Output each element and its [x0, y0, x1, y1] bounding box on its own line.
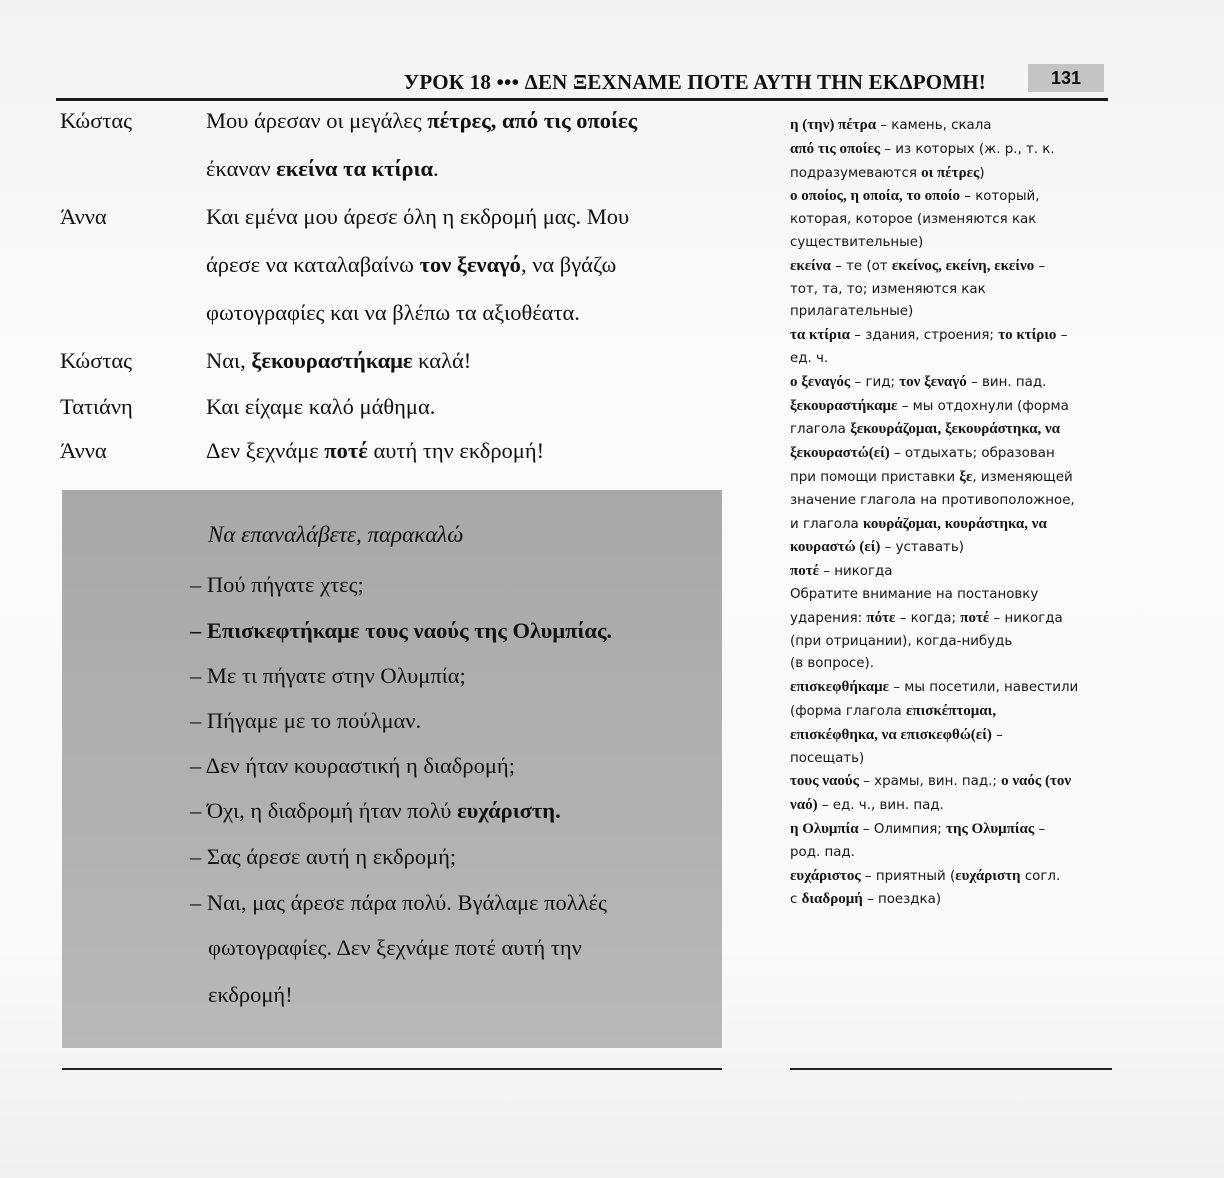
speech-text	[206, 204, 726, 230]
glossary-line	[790, 865, 1112, 889]
speech-fragment: αυτή την εκδρομή!	[367, 438, 545, 463]
glossary-definition: – мы отдохнули (форма	[897, 398, 1069, 414]
glossary-line	[790, 162, 1112, 186]
speaker-name: Άννα	[60, 204, 107, 229]
glossary-term: πότε	[866, 609, 896, 626]
glossary-definition: ед. ч.	[790, 350, 829, 366]
glossary-line	[790, 371, 1112, 395]
glossary-definition: – гид;	[850, 374, 900, 390]
glossary-definition: –	[991, 727, 1003, 743]
glossary-term: ποτέ	[960, 609, 990, 626]
glossary-definition: – уставать)	[880, 540, 964, 556]
glossary-definition: – поездка)	[862, 892, 942, 908]
page-number: 131	[1028, 64, 1104, 92]
glossary-line	[790, 888, 1112, 912]
speaker-name: Κώστας	[60, 348, 133, 373]
exercise-line: φωτογραφίες. Δεν ξεχνάμε ποτέ αυτή την	[208, 935, 582, 960]
glossary-line	[790, 536, 1112, 560]
glossary-line	[790, 748, 1112, 771]
glossary-definition: –	[1056, 328, 1068, 344]
vocab-highlight: ευχάριστη	[457, 798, 556, 823]
speech-fragment: έκαναν	[206, 156, 277, 181]
glossary-term: από τις οποίες	[790, 140, 881, 157]
glossary-definition: глагола	[790, 422, 851, 438]
glossary-line	[790, 584, 1112, 607]
glossary-definition: – Олимпия;	[858, 821, 947, 837]
glossary-line	[790, 724, 1112, 748]
glossary-definition: ударения:	[790, 610, 867, 626]
exercise-line	[190, 798, 561, 824]
exercise-fragment: .	[555, 798, 561, 823]
exercise-box	[62, 490, 722, 1048]
glossary-definition: )	[979, 165, 985, 181]
glossary-term: διαδρομή	[801, 891, 863, 908]
exercise-line: – Δεν ήταν κουραστική η διαδρομή;	[190, 753, 515, 778]
glossary-line	[790, 560, 1112, 584]
page-title: УРОК 18 ••• ΔΕΝ ΞΕΧΝΑΜΕ ΠΟΤΕ ΑΥΤΗ ΤΗΝ ΕΚΔΡΟΜΗ!	[403, 70, 986, 94]
glossary-line	[790, 631, 1112, 654]
glossary-definition: Обратите внимание на постановку	[790, 586, 1039, 602]
speech-text	[206, 156, 726, 182]
glossary-definition: –	[1034, 258, 1046, 274]
glossary-line	[790, 209, 1112, 232]
vocab-highlight: πέτρες, από τις οποίες	[427, 108, 638, 133]
exercise-fragment: – Όχι, η διαδρομή ήταν πολύ	[190, 798, 458, 823]
exercise-line: – Πήγαμε με το πούλμαν.	[190, 708, 422, 733]
exercise-line: – Σας άρεσε αυτή η εκδρομή;	[190, 844, 457, 869]
glossary-definition: – храмы, вин. пад.;	[858, 774, 1002, 790]
glossary-definition: (в вопросе).	[790, 656, 874, 672]
glossary-definition: – камень, скала	[876, 118, 992, 133]
speaker-name: Τατιάνη	[60, 394, 133, 419]
glossary-term: ποτέ	[790, 563, 820, 580]
glossary-term: ο οποίος, η οποία, το οποίο	[790, 188, 960, 205]
speech-text	[206, 348, 726, 374]
exercise-line: – Επισκεφτήκαμε τους ναούς της Ολυμπίας.	[190, 618, 613, 643]
vocab-highlight: ποτέ	[324, 438, 368, 463]
speech-text	[206, 252, 726, 278]
footer-rule-right	[790, 1068, 1112, 1070]
exercise-line: εκδρομή!	[208, 982, 293, 1007]
glossary-term: κουράζομαι, κουράστηκα, να	[863, 515, 1047, 532]
glossary-definition: – никогда	[819, 564, 893, 580]
glossary-definition: прилагательные)	[790, 304, 914, 320]
glossary-line	[790, 279, 1112, 302]
speaker-name: Άννα	[60, 438, 107, 463]
glossary-term: ξεκουράζομαι, ξεκουράστηκα, να	[850, 421, 1061, 438]
speech-fragment: Και εμένα μου άρεσε όλη η εκδρομή μας. Μου	[206, 204, 630, 229]
glossary-definition: (при отрицании), когда-нибудь	[790, 633, 1013, 649]
glossary-definition: при помощи приставки	[790, 469, 960, 485]
glossary-line	[790, 818, 1112, 842]
glossary-definition: – вин. пад.	[966, 374, 1047, 390]
speech-text	[206, 108, 726, 134]
glossary-definition: – здания, строения;	[849, 328, 999, 344]
header-divider	[56, 98, 1108, 101]
glossary-definition: – отдыхать; образован	[889, 446, 1055, 462]
speech-fragment: Μου άρεσαν οι μεγάλες	[206, 108, 428, 133]
glossary-term: τον ξεναγό	[899, 373, 967, 390]
glossary-definition: подразумеваются	[790, 165, 922, 181]
glossary-term: επισκέπτομαι,	[905, 702, 997, 719]
glossary-term: ξεκουραστώ(εί)	[790, 445, 890, 462]
exercise-title: Να επαναλάβετε, παρακαλώ	[208, 522, 464, 547]
speech-text	[206, 300, 726, 326]
glossary-line	[790, 466, 1112, 490]
glossary-term: τα κτίρια	[790, 327, 850, 344]
glossary-term: κουραστώ (εί)	[790, 539, 881, 556]
glossary-term: η (την) πέτρα	[790, 117, 877, 133]
glossary-term: η Ολυμπία	[790, 820, 859, 837]
glossary-line	[790, 395, 1112, 419]
glossary-definition: – который,	[960, 189, 1040, 205]
speech-fragment: φωτογραφίες και να βλέπω τα αξιοθέατα.	[206, 300, 580, 325]
glossary-line	[790, 700, 1112, 724]
speech-fragment: καλά!	[412, 348, 472, 373]
glossary-definition: – ед. ч., вин. пад.	[817, 798, 944, 814]
glossary-line	[790, 232, 1112, 255]
glossary-term: ευχάριστος	[790, 867, 861, 884]
glossary-line	[790, 653, 1112, 676]
glossary-definition: тот, та, то; изменяются как	[790, 281, 986, 297]
running-header	[56, 64, 1108, 98]
glossary-line	[790, 301, 1112, 324]
glossary-line	[790, 513, 1112, 537]
glossary-term: επισκέφθηκα, να επισκεφθώ(εί)	[790, 726, 992, 743]
speech-fragment: Δεν ξεχνάμε	[206, 438, 325, 463]
glossary-term: ευχάριστη	[955, 867, 1021, 884]
glossary-line	[790, 324, 1112, 348]
glossary-line	[790, 185, 1112, 209]
glossary-definition: и глагола	[790, 516, 864, 532]
glossary-definition: посещать)	[790, 750, 865, 766]
glossary-line	[790, 842, 1112, 865]
glossary-definition: – те (от	[830, 258, 892, 274]
glossary-line	[790, 676, 1112, 700]
glossary-line	[790, 114, 1112, 138]
glossary-line	[790, 255, 1112, 279]
speech-fragment: Ναι,	[206, 348, 252, 373]
glossary-definition: (форма глагола	[790, 703, 906, 719]
glossary-line	[790, 138, 1112, 162]
vocab-highlight: εκείνα τα κτίρια	[276, 156, 434, 181]
speech-fragment: , να βγάζω	[520, 252, 617, 277]
footer-rule-left	[62, 1068, 722, 1070]
glossary-definition: – когда;	[895, 610, 961, 626]
exercise-line: – Πού πήγατε χτες;	[190, 572, 364, 597]
glossary-definition: согл.	[1020, 868, 1061, 884]
glossary-definition: – из которых (ж. р., т. к.	[880, 141, 1055, 157]
glossary-term: το κτίριο	[998, 327, 1057, 344]
speech-fragment: Και είχαμε καλό μάθημα.	[206, 394, 436, 419]
glossary-term: ξεκουραστήκαμε	[790, 397, 898, 414]
glossary-definition: – мы посетили, навестили	[889, 680, 1079, 696]
exercise-line: – Με τι πήγατε στην Ολυμπία;	[190, 663, 466, 688]
speech-fragment: .	[433, 156, 439, 181]
glossary-term: επισκεφθήκαμε	[790, 679, 890, 696]
glossary-term: τους ναούς	[790, 773, 859, 790]
speaker-name: Κώστας	[60, 108, 133, 133]
glossary-definition: которая, которое (изменяются как	[790, 212, 1037, 228]
glossary-line	[790, 607, 1112, 631]
speech-fragment: άρεσε να καταλαβαίνω	[206, 252, 420, 277]
glossary-term: ναό)	[790, 797, 818, 814]
glossary-term: ο ξεναγός	[790, 373, 851, 390]
glossary-line	[790, 348, 1112, 371]
glossary-definition: род. пад.	[790, 844, 855, 860]
glossary-term: ο ναός (τον	[1001, 773, 1072, 790]
glossary-line	[790, 418, 1112, 442]
vocab-highlight: ξεκουραστήκαμε	[251, 348, 413, 373]
glossary-line	[790, 794, 1112, 818]
glossary-term: εκείνα	[790, 257, 831, 274]
speech-text	[206, 438, 726, 464]
glossary-definition: –	[1034, 821, 1046, 837]
glossary-line	[790, 770, 1112, 794]
glossary-term: εκείνος, εκείνη, εκείνο	[891, 257, 1035, 274]
vocab-highlight: τον ξεναγό	[419, 252, 521, 277]
speech-text	[206, 394, 726, 420]
glossary-term: της Ολυμπίας	[946, 820, 1035, 837]
glossary-definition: с	[790, 892, 802, 908]
glossary-definition: – никогда	[989, 610, 1063, 626]
glossary-definition: , изменяющей	[972, 469, 1073, 485]
glossary-term: οι πέτρες	[921, 164, 980, 181]
glossary-line	[790, 442, 1112, 466]
glossary-definition: значение глагола на противоположное,	[790, 492, 1075, 508]
glossary-line	[790, 490, 1112, 513]
glossary-column	[790, 114, 1112, 912]
exercise-line: – Ναι, μας άρεσε πάρα πολύ. Βγάλαμε πολλές	[190, 890, 607, 915]
glossary-term: ξε	[959, 468, 973, 485]
glossary-definition: существительные)	[790, 234, 924, 250]
glossary-definition: – приятный (	[860, 868, 956, 884]
